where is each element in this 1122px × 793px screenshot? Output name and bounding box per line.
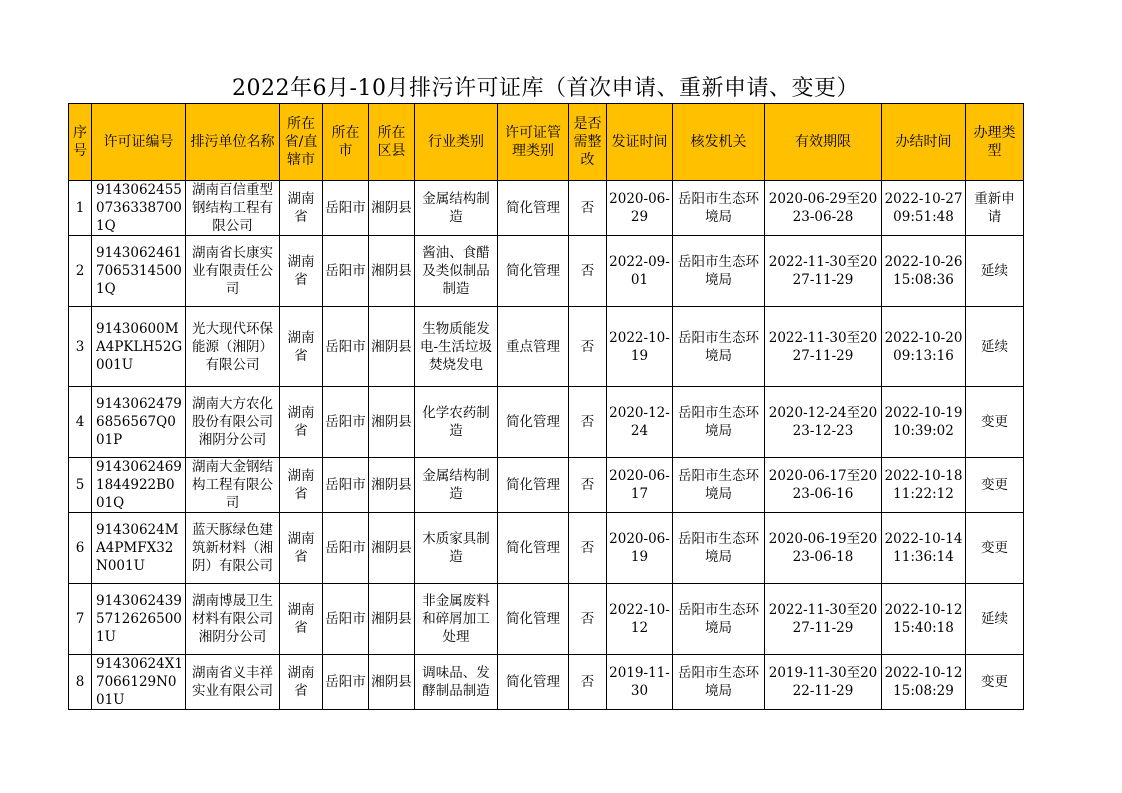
cell-process-type: 延续 [966, 307, 1024, 387]
cell-validity-period: 2020-12-24至2023-12-23 [765, 387, 882, 458]
cell-index: 2 [69, 236, 92, 307]
cell-issuing-authority: 岳阳市生态环境局 [673, 387, 765, 458]
cell-issue-date: 2022-10-19 [607, 307, 673, 387]
header-completion-time: 办结时间 [882, 104, 966, 181]
cell-rectification: 否 [569, 458, 607, 513]
cell-index: 1 [69, 181, 92, 236]
cell-city: 岳阳市 [323, 458, 369, 513]
header-industry: 行业类别 [415, 104, 498, 181]
cell-county: 湘阴县 [369, 584, 415, 655]
cell-index: 4 [69, 387, 92, 458]
cell-completion-time: 2022-10-12 15:08:29 [882, 655, 966, 710]
cell-issuing-authority: 岳阳市生态环境局 [673, 513, 765, 584]
header-county: 所在区县 [369, 104, 415, 181]
header-rectification: 是否需整改 [569, 104, 607, 181]
cell-industry: 木质家具制造 [415, 513, 498, 584]
cell-process-type: 延续 [966, 236, 1024, 307]
table-row [69, 387, 1024, 458]
header-validity-period: 有效期限 [765, 104, 882, 181]
cell-city: 岳阳市 [323, 236, 369, 307]
cell-company-name: 湖南大金钢结构工程有限公司 [186, 458, 280, 513]
cell-permit-number: 91430624X17066129N001U [92, 655, 186, 710]
cell-rectification: 否 [569, 307, 607, 387]
cell-index: 5 [69, 458, 92, 513]
cell-issue-date: 2022-09-01 [607, 236, 673, 307]
cell-industry: 非金属废料和碎屑加工处理 [415, 584, 498, 655]
cell-company-name: 湖南省义丰祥实业有限公司 [186, 655, 280, 710]
header-management-type: 许可证管理类别 [498, 104, 569, 181]
cell-city: 岳阳市 [323, 387, 369, 458]
cell-completion-time: 2022-10-19 10:39:02 [882, 387, 966, 458]
cell-management-type: 简化管理 [498, 458, 569, 513]
table-row [69, 458, 1024, 513]
cell-issuing-authority: 岳阳市生态环境局 [673, 655, 765, 710]
cell-company-name: 湖南博晟卫生材料有限公司湘阴分公司 [186, 584, 280, 655]
cell-company-name: 蓝天豚绿色建筑新材料（湘阴）有限公司 [186, 513, 280, 584]
cell-process-type: 变更 [966, 458, 1024, 513]
table-row [69, 655, 1024, 710]
cell-index: 6 [69, 513, 92, 584]
cell-management-type: 简化管理 [498, 655, 569, 710]
cell-validity-period: 2022-11-30至2027-11-29 [765, 236, 882, 307]
cell-province: 湖南省 [280, 181, 323, 236]
table-row [69, 307, 1024, 387]
cell-rectification: 否 [569, 181, 607, 236]
header-process-type: 办理类型 [966, 104, 1024, 181]
header-issuing-authority: 核发机关 [673, 104, 765, 181]
cell-industry: 酱油、食醋及类似制品制造 [415, 236, 498, 307]
cell-completion-time: 2022-10-18 11:22:12 [882, 458, 966, 513]
header-issue-date: 发证时间 [607, 104, 673, 181]
cell-completion-time: 2022-10-20 09:13:16 [882, 307, 966, 387]
cell-county: 湘阴县 [369, 236, 415, 307]
cell-permit-number: 91430624796856567Q001P [92, 387, 186, 458]
cell-issuing-authority: 岳阳市生态环境局 [673, 181, 765, 236]
cell-permit-number: 914306243957126265001U [92, 584, 186, 655]
cell-management-type: 简化管理 [498, 236, 569, 307]
cell-management-type: 简化管理 [498, 513, 569, 584]
cell-county: 湘阴县 [369, 655, 415, 710]
cell-permit-number: 914306245507363387001Q [92, 181, 186, 236]
cell-permit-number: 914306246170653145001Q [92, 236, 186, 307]
table-row [69, 181, 1024, 236]
cell-province: 湖南省 [280, 458, 323, 513]
cell-county: 湘阴县 [369, 181, 415, 236]
cell-validity-period: 2019-11-30至2022-11-29 [765, 655, 882, 710]
cell-issue-date: 2020-06-19 [607, 513, 673, 584]
cell-county: 湘阴县 [369, 458, 415, 513]
cell-province: 湖南省 [280, 513, 323, 584]
cell-industry: 生物质能发电-生活垃圾焚烧发电 [415, 307, 498, 387]
cell-validity-period: 2020-06-17至2023-06-16 [765, 458, 882, 513]
cell-issuing-authority: 岳阳市生态环境局 [673, 458, 765, 513]
page-title: 2022年6月-10月排污许可证库（首次申请、重新申请、变更） [232, 76, 859, 101]
cell-validity-period: 2022-11-30至2027-11-29 [765, 584, 882, 655]
cell-process-type: 重新申请 [966, 181, 1024, 236]
cell-issue-date: 2020-12-24 [607, 387, 673, 458]
cell-rectification: 否 [569, 236, 607, 307]
cell-validity-period: 2022-11-30至2027-11-29 [765, 307, 882, 387]
header-permit-number: 许可证编号 [92, 104, 186, 181]
cell-permit-number: 91430600MA4PKLH52G001U [92, 307, 186, 387]
cell-province: 湖南省 [280, 307, 323, 387]
cell-city: 岳阳市 [323, 655, 369, 710]
cell-management-type: 简化管理 [498, 584, 569, 655]
cell-issuing-authority: 岳阳市生态环境局 [673, 584, 765, 655]
cell-province: 湖南省 [280, 387, 323, 458]
cell-management-type: 重点管理 [498, 307, 569, 387]
cell-company-name: 光大现代环保能源（湘阴）有限公司 [186, 307, 280, 387]
cell-city: 岳阳市 [323, 513, 369, 584]
cell-index: 3 [69, 307, 92, 387]
cell-city: 岳阳市 [323, 307, 369, 387]
cell-issue-date: 2020-06-17 [607, 458, 673, 513]
permit-table [68, 103, 1024, 710]
cell-index: 8 [69, 655, 92, 710]
cell-process-type: 变更 [966, 387, 1024, 458]
cell-company-name: 湖南省长康实业有限责任公司 [186, 236, 280, 307]
cell-issue-date: 2019-11-30 [607, 655, 673, 710]
cell-management-type: 简化管理 [498, 181, 569, 236]
cell-rectification: 否 [569, 387, 607, 458]
header-city: 所在市 [323, 104, 369, 181]
cell-issue-date: 2020-06-29 [607, 181, 673, 236]
cell-process-type: 延续 [966, 584, 1024, 655]
cell-industry: 化学农药制造 [415, 387, 498, 458]
cell-county: 湘阴县 [369, 307, 415, 387]
cell-validity-period: 2020-06-19至2023-06-18 [765, 513, 882, 584]
table-row [69, 513, 1024, 584]
cell-completion-time: 2022-10-14 11:36:14 [882, 513, 966, 584]
cell-completion-time: 2022-10-26 15:08:36 [882, 236, 966, 307]
cell-completion-time: 2022-10-12 15:40:18 [882, 584, 966, 655]
cell-completion-time: 2022-10-27 09:51:48 [882, 181, 966, 236]
cell-industry: 调味品、发酵制品制造 [415, 655, 498, 710]
table-header-row [69, 104, 1024, 181]
table-row [69, 236, 1024, 307]
header-province: 所在省/直辖市 [280, 104, 323, 181]
cell-city: 岳阳市 [323, 181, 369, 236]
cell-index: 7 [69, 584, 92, 655]
cell-county: 湘阴县 [369, 513, 415, 584]
cell-issuing-authority: 岳阳市生态环境局 [673, 307, 765, 387]
cell-company-name: 湖南百信重型钢结构工程有限公司 [186, 181, 280, 236]
cell-permit-number: 91430624691844922B001Q [92, 458, 186, 513]
cell-county: 湘阴县 [369, 387, 415, 458]
cell-process-type: 变更 [966, 655, 1024, 710]
table-row [69, 584, 1024, 655]
header-company-name: 排污单位名称 [186, 104, 280, 181]
cell-issuing-authority: 岳阳市生态环境局 [673, 236, 765, 307]
cell-management-type: 简化管理 [498, 387, 569, 458]
cell-province: 湖南省 [280, 584, 323, 655]
cell-rectification: 否 [569, 584, 607, 655]
cell-validity-period: 2020-06-29至2023-06-28 [765, 181, 882, 236]
cell-city: 岳阳市 [323, 584, 369, 655]
cell-issue-date: 2022-10-12 [607, 584, 673, 655]
header-index: 序号 [69, 104, 92, 181]
cell-rectification: 否 [569, 513, 607, 584]
cell-company-name: 湖南大方农化股份有限公司湘阴分公司 [186, 387, 280, 458]
cell-province: 湖南省 [280, 655, 323, 710]
cell-industry: 金属结构制造 [415, 458, 498, 513]
cell-process-type: 变更 [966, 513, 1024, 584]
cell-rectification: 否 [569, 655, 607, 710]
cell-province: 湖南省 [280, 236, 323, 307]
cell-industry: 金属结构制造 [415, 181, 498, 236]
cell-permit-number: 91430624MA4PMFX32N001U [92, 513, 186, 584]
